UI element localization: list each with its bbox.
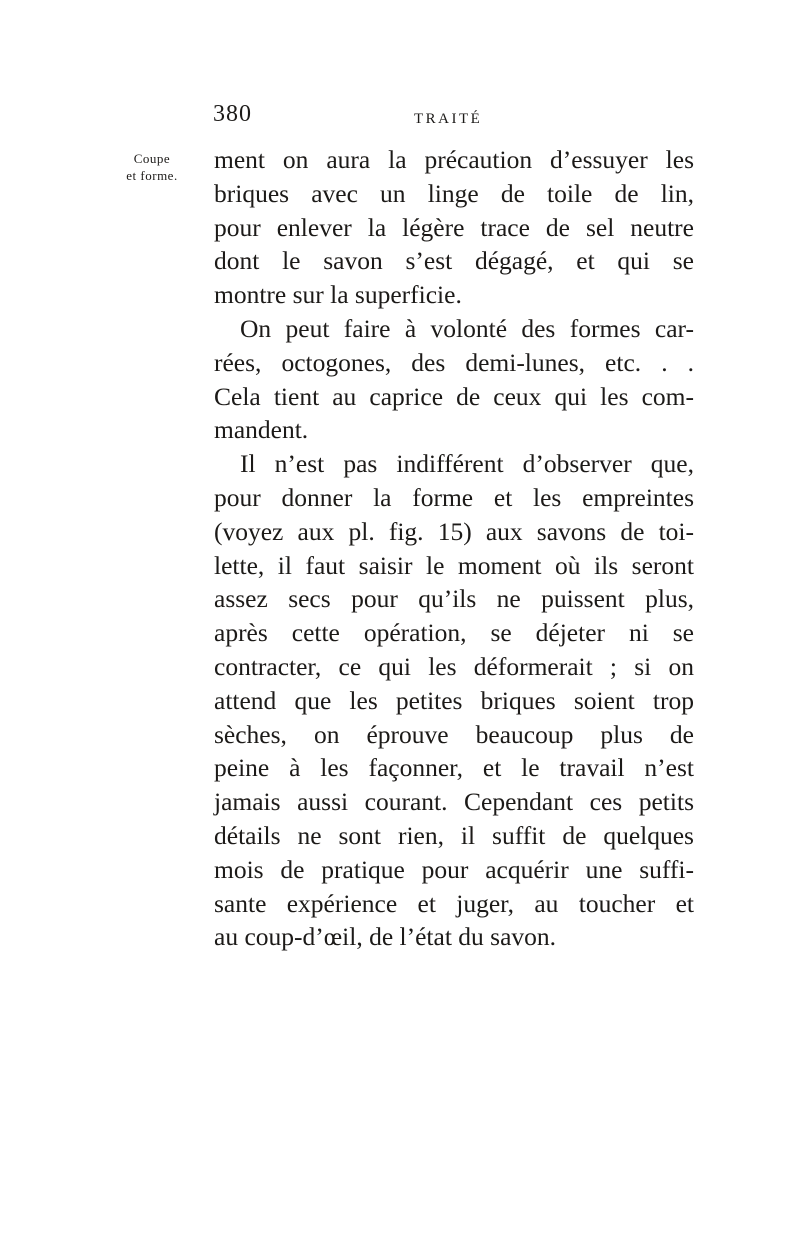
text-line: Cela tient au caprice de ceux qui les com- (214, 381, 694, 411)
running-title: TRAITÉ (414, 111, 483, 127)
body-text (214, 143, 694, 954)
text-line: lette, il faut saisir le moment où ils seront (214, 550, 694, 580)
text-line: sèches, on éprouve beaucoup plus de (214, 719, 694, 749)
text-line: pour enlever la légère trace de sel neutre (214, 212, 694, 242)
text-line: mois de pratique pour acquérir une suffi- (214, 854, 694, 884)
text-line: Il n’est pas indifférent d’observer que, (240, 449, 694, 479)
text-line: On peut faire à volonté des formes car- (240, 313, 694, 343)
text-line: détails ne sont rien, il suffit de quelques (214, 820, 694, 850)
text-line: rées, octogones, des demi-lunes, etc. . . (214, 347, 694, 377)
text-line: sante expérience et juger, au toucher et (214, 888, 694, 918)
text-line: dont le savon s’est dégagé, et qui se (214, 246, 694, 276)
paragraph (214, 312, 694, 447)
text-line: attend que les petites briques soient trop (214, 685, 694, 715)
page-number: 380 (213, 101, 252, 127)
paragraph (214, 447, 694, 954)
text-line: après cette opération, se déjeter ni se (214, 618, 694, 648)
margin-note-line: et forme. (126, 168, 178, 183)
text-line: jamais aussi courant. Cependant ces petits (214, 787, 694, 817)
paragraph (214, 143, 694, 312)
text-line: au coup-d’œil, de l’état du savon. (214, 922, 557, 952)
text-line: contracter, ce qui les déformerait ; si on (214, 651, 694, 681)
text-line: pour donner la forme et les empreintes (214, 482, 694, 512)
text-line: peine à les façonner, et le travail n’est (214, 753, 694, 783)
text-line: ment on aura la précaution d’essuyer les (214, 145, 694, 174)
text-line: briques avec un linge de toile de lin, (214, 178, 694, 208)
text-line: (voyez aux pl. fig. 15) aux savons de toi- (214, 516, 694, 546)
text-line: montre sur la superficie. (214, 280, 462, 310)
margin-note-line: Coupe (133, 151, 171, 166)
margin-note (112, 150, 192, 184)
text-line: assez secs pour qu’ils ne puissent plus, (214, 584, 694, 614)
text-line: mandent. (214, 415, 309, 445)
